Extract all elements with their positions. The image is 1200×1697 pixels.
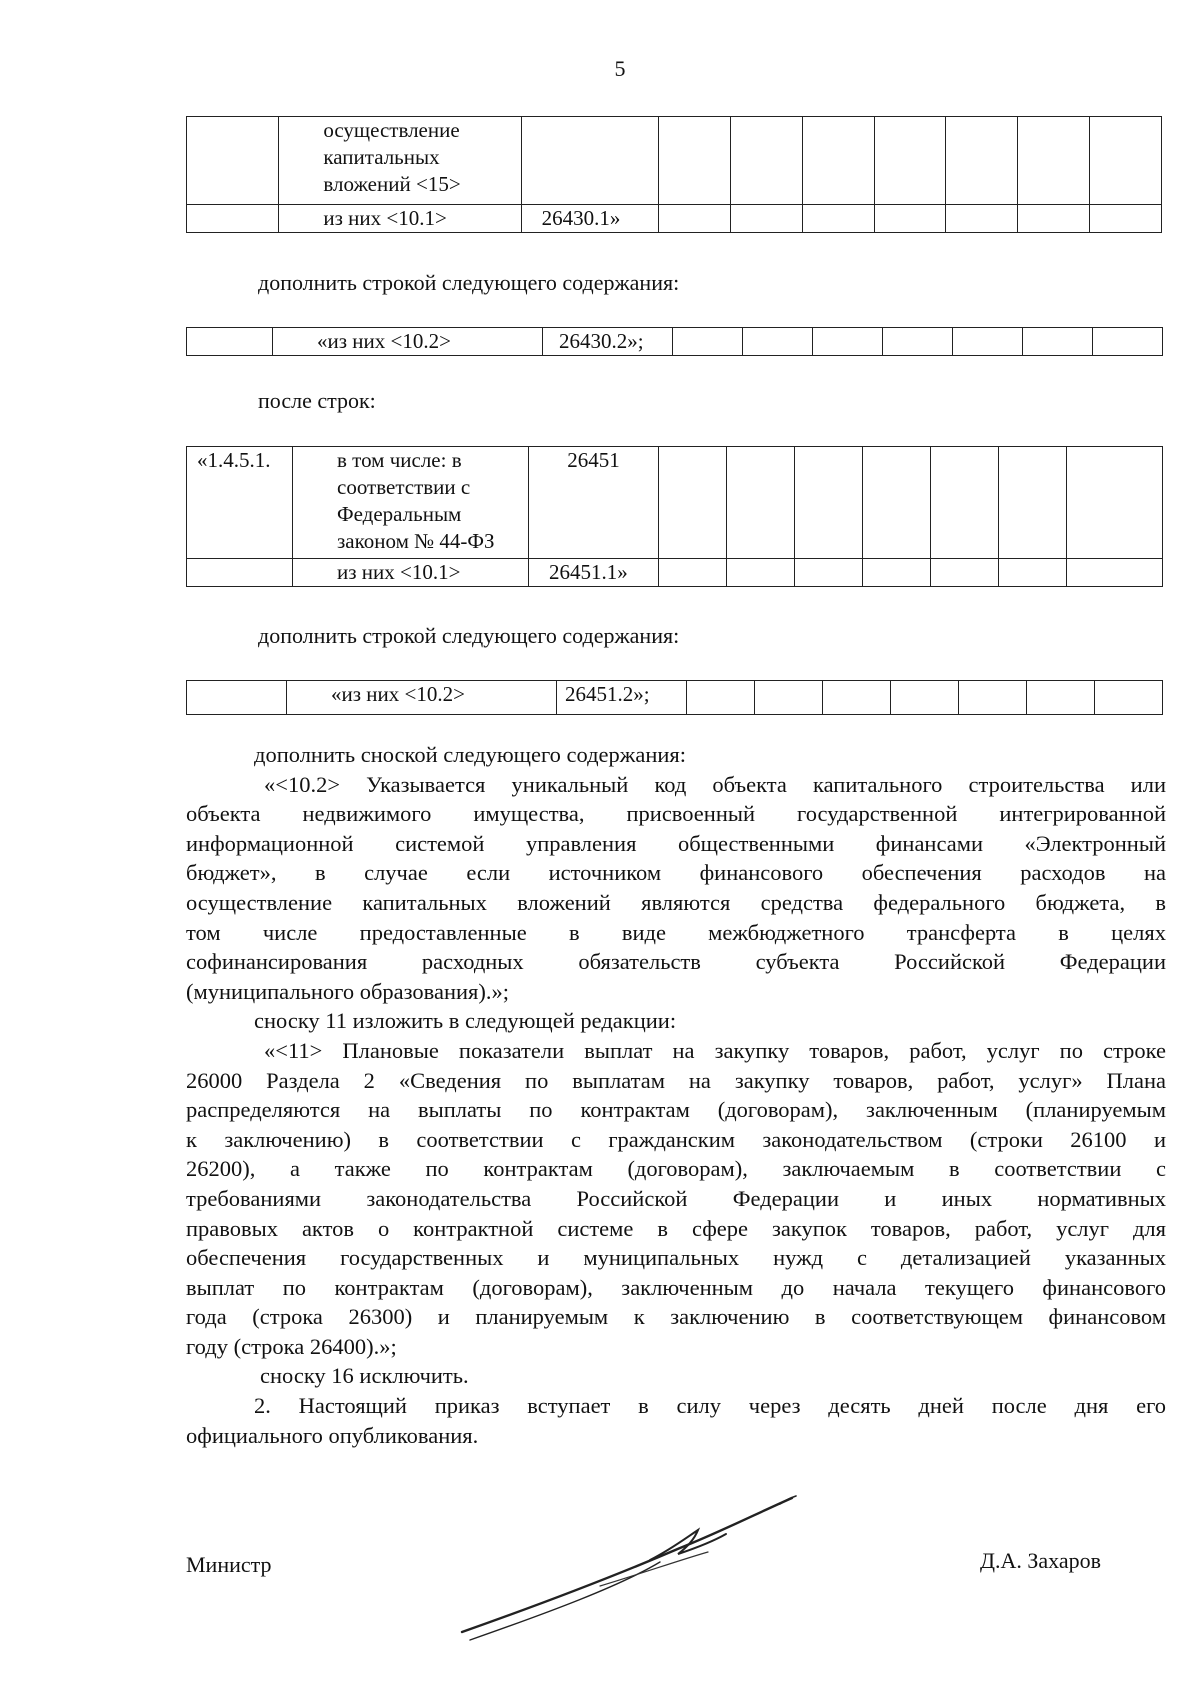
footnote11-text-line: году (строка 26400).»;	[186, 1333, 397, 1359]
table-cell: 26430.1»	[521, 205, 659, 233]
table-cell: «из них <10.2>	[287, 681, 557, 715]
cell-text-line: осуществление	[323, 118, 460, 142]
signatory-title: Министр	[186, 1552, 272, 1577]
table-cell	[187, 328, 273, 356]
table-row	[187, 117, 1162, 205]
cell-text-line: соответствии с	[337, 475, 471, 499]
footnote11-text-line: 26000 Раздела 2 «Сведения по выплатам на закупку товаров, работ, услуг» Плана	[186, 1067, 1166, 1093]
table-cell	[279, 117, 521, 205]
table-fragment-3	[186, 446, 1163, 587]
table-cell	[521, 117, 659, 205]
footnote11-text-line: 26200), а также по контрактам (договорам), заключаемым в соответствии с	[186, 1156, 1166, 1182]
handwritten-signature	[450, 1490, 830, 1650]
footnote11-text-line: требованиями законодательства Российской Федерации и иных нормативных	[186, 1185, 1166, 1211]
footnote-text-line: том числе предоставленные в виде межбюджетного трансферта в целях	[186, 919, 1166, 945]
table-cell	[187, 117, 279, 205]
table-cell	[187, 559, 293, 587]
instruction-after-rows: после строк:	[258, 388, 376, 413]
table-row	[187, 328, 1163, 356]
table-cell	[187, 205, 279, 233]
footnote-text-line: информационной системой управления общественными финансами «Электронный	[186, 830, 1166, 856]
signatory-name: Д.А. Захаров	[980, 1548, 1102, 1573]
footnote-text-line: объекта недвижимого имущества, присвоенный государственной интегрированной	[186, 801, 1166, 827]
item-2-text-line: официального опубликования.	[186, 1422, 479, 1448]
footnote11-text-line: года (строка 26300) и планируемым к заключению в соответствующем финансовом	[186, 1304, 1166, 1330]
footnote-intro: дополнить сноской следующего содержания:	[254, 742, 687, 767]
footnote11-text-line: распределяются на выплаты по контрактам (договорам), заключенным (планируемым	[186, 1097, 1166, 1123]
instruction-add-row-2: дополнить строкой следующего содержания:	[258, 623, 680, 648]
table-row	[187, 447, 1163, 559]
footnote11-text-line: выплат по контрактам (договорам), заключенным до начала текущего финансового	[186, 1274, 1166, 1300]
table-fragment-4	[186, 680, 1163, 715]
table-fragment-1	[186, 116, 1162, 233]
footnote11-text-line: правовых актов о контрактной системе в сфере закупок товаров, работ, услуг для	[186, 1215, 1166, 1241]
footnote11-text-line: к заключению) в соответствии с гражданским законодательством (строки 26100 и	[186, 1126, 1166, 1152]
table-cell: 26451.1»	[529, 559, 659, 587]
table-cell: 26451.2»;	[557, 681, 687, 715]
table-row	[187, 681, 1163, 715]
cell-text-line: Федеральным	[337, 502, 462, 526]
table-cell: из них <10.1>	[279, 205, 521, 233]
table-cell: «из них <10.2>	[273, 328, 543, 356]
item-2-text-line: 2. Настоящий приказ вступает в силу через десять дней после дня его	[254, 1393, 1166, 1419]
table-row	[187, 559, 1163, 587]
footnote-text-line: «<10.2> Указывается уникальный код объекта капитального строительства или	[264, 771, 1166, 797]
footnote-text-line: (муниципального образования).»;	[186, 978, 509, 1004]
body-text	[186, 740, 1166, 1450]
table-cell: 26451	[529, 447, 659, 559]
cell-text-line: законом № 44-ФЗ	[337, 529, 495, 553]
cell-text-line: в том числе: в	[337, 448, 462, 472]
footnote-text-line: софинансирования расходных обязательств субъекта Российской Федерации	[186, 949, 1166, 975]
page-number: 5	[614, 56, 626, 81]
table-cell: из них <10.1>	[293, 559, 529, 587]
instruction-add-row-1: дополнить строкой следующего содержания:	[258, 270, 680, 295]
footnote11-text-line: обеспечения государственных и муниципальных нужд с детализацией указанных	[186, 1245, 1166, 1271]
table-cell: 26430.2»;	[543, 328, 673, 356]
footnote11-intro: сноску 11 изложить в следующей редакции:	[254, 1008, 677, 1034]
table-cell	[187, 681, 287, 715]
table-cell: «1.4.5.1.	[187, 447, 293, 559]
cell-text-line: вложений <15>	[323, 172, 461, 196]
table-row	[187, 205, 1162, 233]
footnote16-removal: сноску 16 исключить.	[260, 1363, 469, 1389]
table-fragment-2	[186, 327, 1163, 356]
footnote-text-line: осуществление капитальных вложений являются средства федерального бюджета, в	[186, 889, 1166, 915]
footnote-text-line: бюджет», в случае если источником финансового обеспечения расходов на	[186, 860, 1166, 886]
footnote11-text-line: «<11> Плановые показатели выплат на закупку товаров, работ, услуг по строке	[264, 1037, 1166, 1063]
cell-text-line: капитальных	[323, 145, 440, 169]
table-cell	[293, 447, 529, 559]
